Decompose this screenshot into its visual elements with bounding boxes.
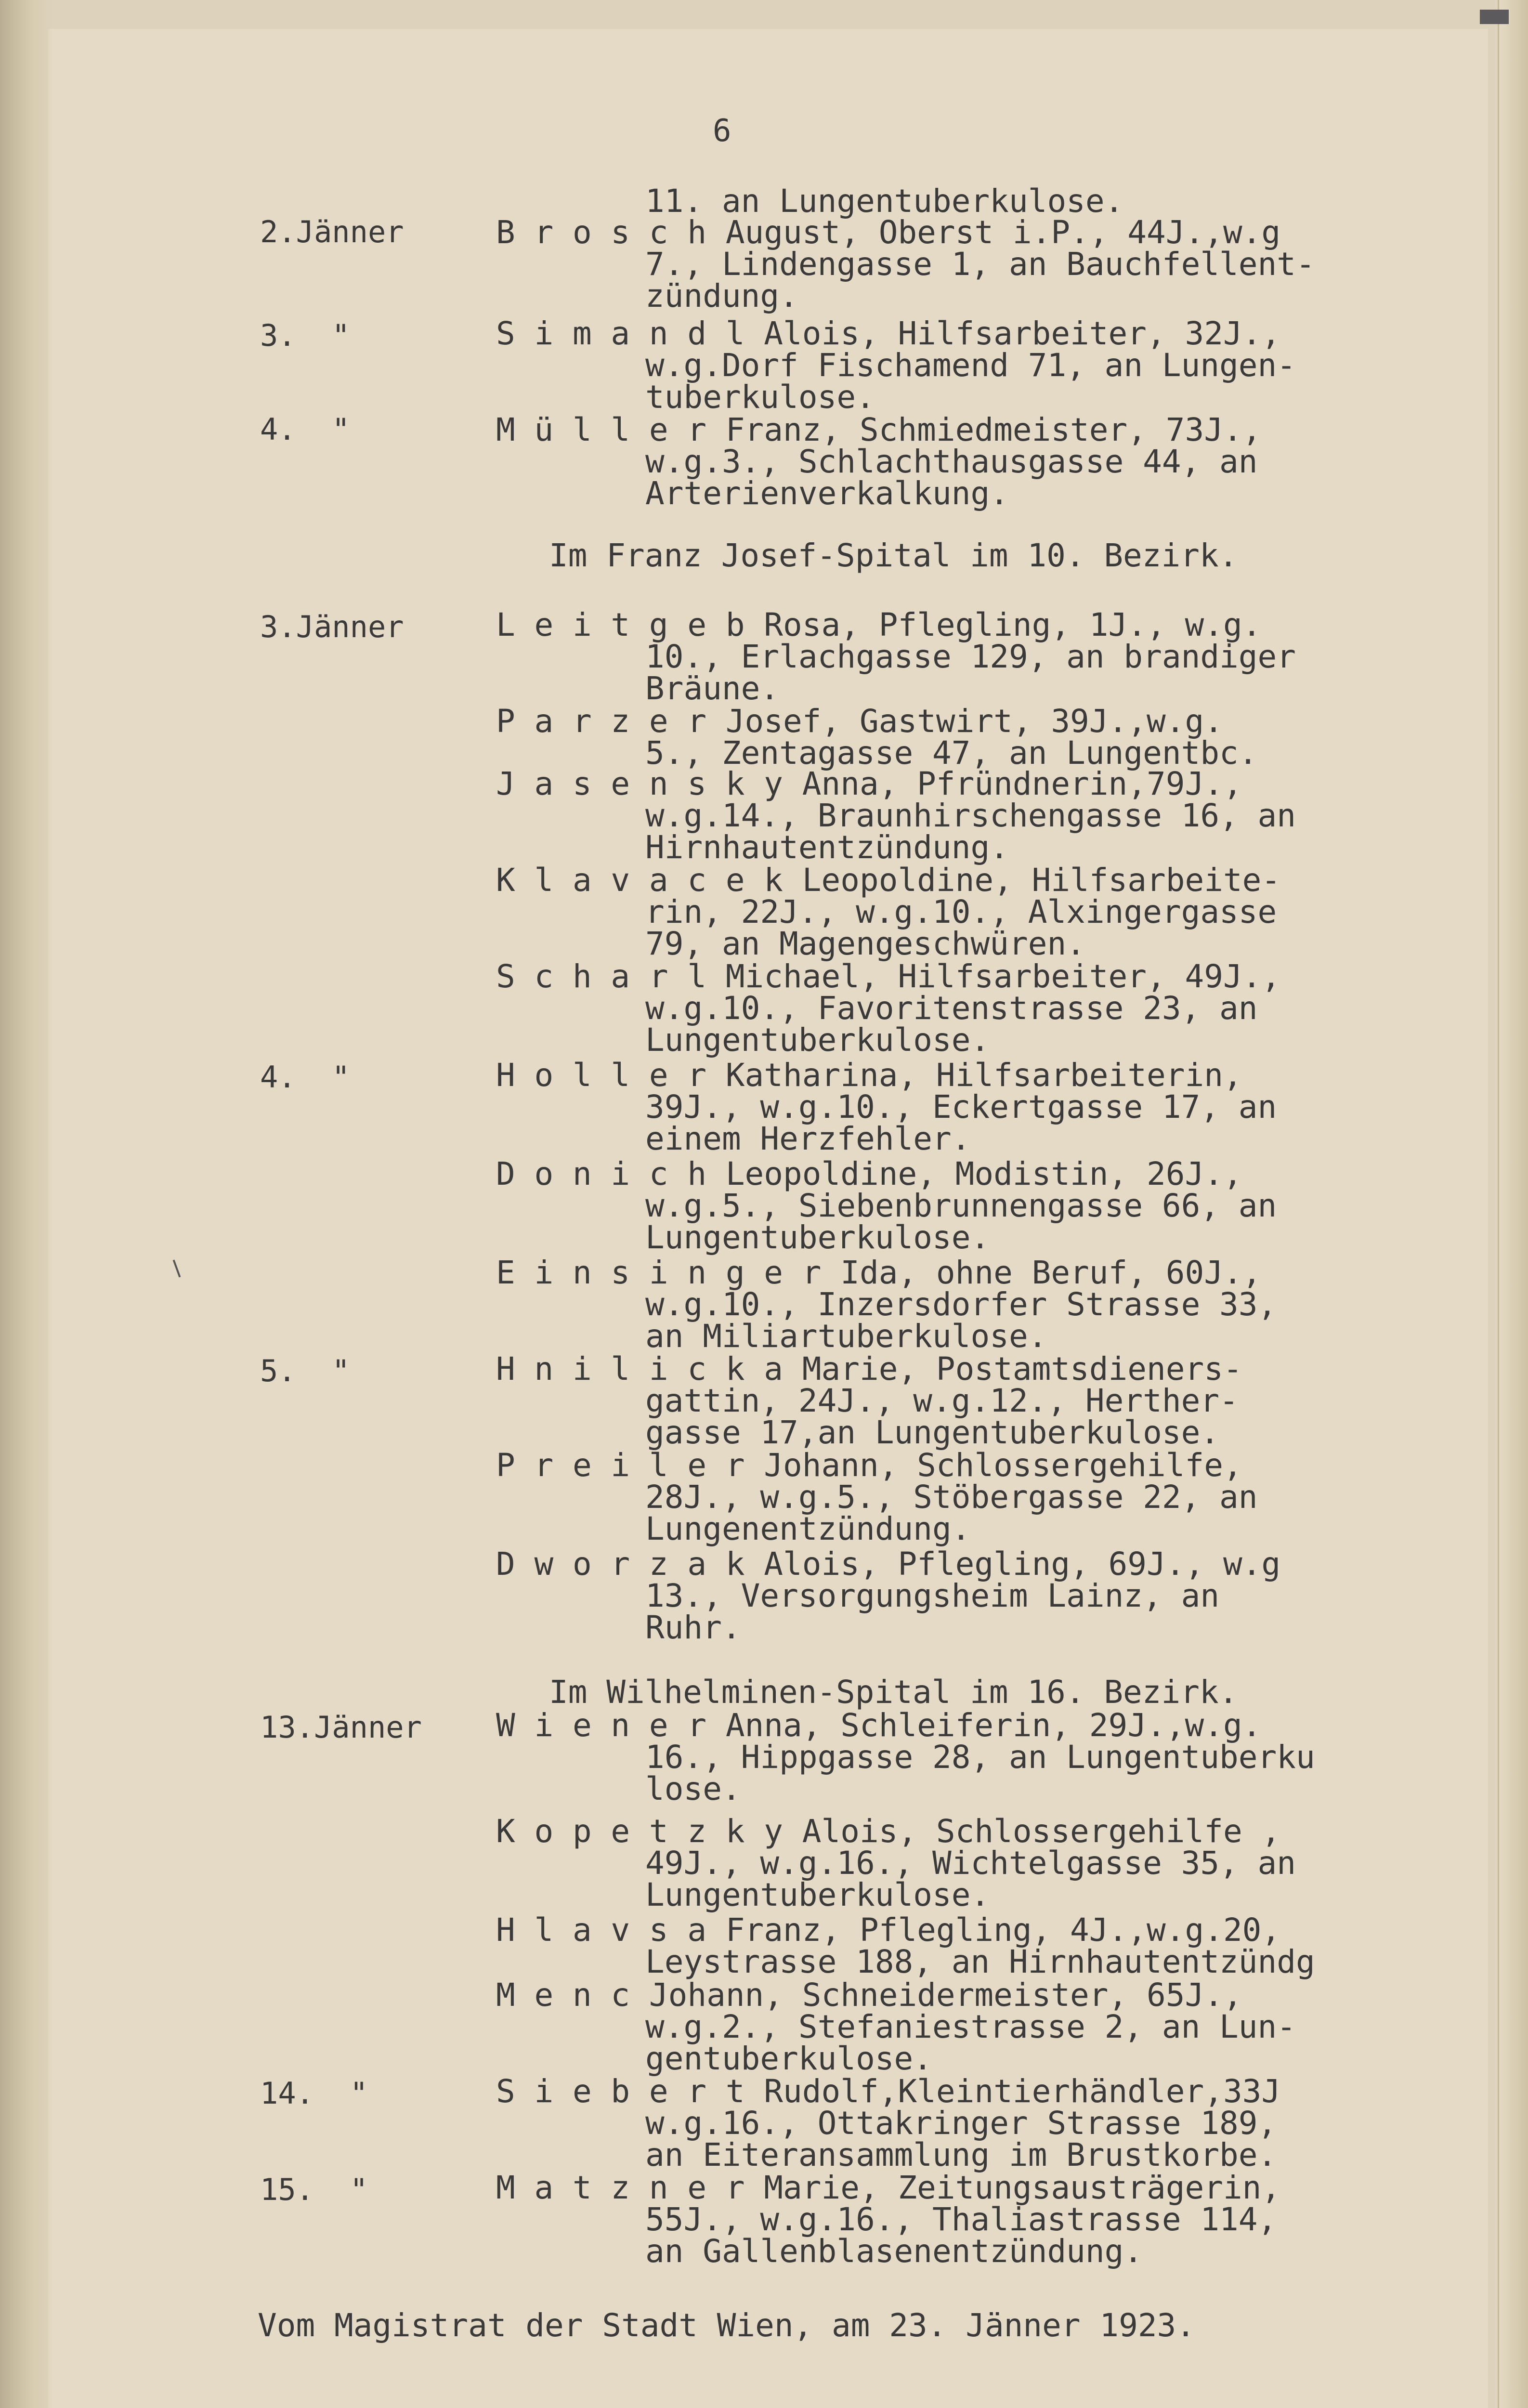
page-number: 6 xyxy=(713,113,731,149)
entry-line: M e n c Johann, Schneidermeister, 65J., xyxy=(496,1976,1242,2014)
entry-line: tuberkulose. xyxy=(645,379,875,416)
entry-line: 39J., w.g.10., Eckertgasse 17, an xyxy=(645,1088,1277,1125)
entry-line: P r e i l e r Johann, Schlossergehilfe, xyxy=(496,1447,1242,1484)
entry-line: S i m a n d l Alois, Hilfsarbeiter, 32J., xyxy=(496,315,1281,352)
section-heading-franz-josef: Im Franz Josef-Spital im 10. Bezirk. xyxy=(549,537,1238,574)
entry-hlavsa xyxy=(496,1911,1387,1980)
entry-line: 55J., w.g.16., Thaliastrasse 114, xyxy=(645,2201,1277,2238)
entry-line: K l a v a c e k Leopoldine, Hilfsarbeite- xyxy=(496,862,1281,899)
entry-line: w.g.14., Braunhirschengasse 16, an xyxy=(645,797,1296,834)
entry-date: 5. " xyxy=(260,1353,350,1388)
entry-line: E i n s i n g e r Ida, ohne Beruf, 60J., xyxy=(496,1254,1262,1291)
entry-line: lose. xyxy=(645,1770,741,1807)
entry-line: gasse 17,an Lungentuberkulose. xyxy=(645,1414,1220,1451)
entry-line: gentuberkulose. xyxy=(645,2040,933,2077)
entry-line: D w o r z a k Alois, Pflegling, 69J., w.g xyxy=(496,1545,1281,1583)
entry-line: w.g.5., Siebenbrunnengasse 66, an xyxy=(645,1187,1277,1224)
entry-einsinger xyxy=(496,1254,1387,1355)
entry-line: w.g.16., Ottakringer Strasse 189, xyxy=(645,2105,1277,2142)
entry-line: B r o s c h August, Oberst i.P., 44J.,w.g xyxy=(496,214,1281,251)
entry-line: L e i t g e b Rosa, Pflegling, 1J., w.g. xyxy=(496,606,1262,643)
entry-line: einem Herzfehler. xyxy=(645,1120,971,1157)
entry-line: 79, an Magengeschwüren. xyxy=(645,925,1085,962)
entry-line: H n i l i c k a Marie, Postamtsdieners- xyxy=(496,1350,1242,1387)
entry-dworzak xyxy=(496,1545,1387,1646)
entry-line: H l a v s a Franz, Pflegling, 4J.,w.g.20, xyxy=(496,1911,1281,1949)
entry-line: 16., Hippgasse 28, an Lungentuberku xyxy=(645,1739,1315,1776)
entry-hnilicka xyxy=(496,1350,1387,1451)
entry-scharl xyxy=(496,958,1387,1059)
entry-date: 13.Jänner xyxy=(260,1710,422,1745)
entry-mueller xyxy=(496,411,1387,512)
entry-date: 15. " xyxy=(260,2172,368,2207)
entry-line: an Gallenblasenentzündung. xyxy=(645,2233,1143,2270)
entry-line: 10., Erlachgasse 129, an brandiger xyxy=(645,638,1296,675)
entry-menc xyxy=(496,1976,1387,2077)
entry-siebert xyxy=(496,2073,1387,2173)
entry-line: D o n i c h Leopoldine, Modistin, 26J., xyxy=(496,1155,1242,1192)
entry-line: an Eiteransammlung im Brustkorbe. xyxy=(645,2136,1277,2173)
entry-simandl xyxy=(496,315,1387,416)
entry-continuation xyxy=(496,183,1387,220)
entry-kopetzky xyxy=(496,1813,1387,1913)
page-edge-line xyxy=(1498,0,1499,2408)
entry-line: w.g.10., Inzersdorfer Strasse 33, xyxy=(645,1286,1277,1323)
entry-line: P a r z e r Josef, Gastwirt, 39J.,w.g. xyxy=(496,703,1223,740)
entry-line: w.g.2., Stefaniestrasse 2, an Lun- xyxy=(645,2008,1296,2045)
entry-line: Arterienverkalkung. xyxy=(645,475,1009,512)
binding-shadow xyxy=(0,0,53,2408)
entry-line: J a s e n s k y Anna, Pfründnerin,79J., xyxy=(496,765,1242,802)
entry-line: S i e b e r t Rudolf,Kleintierhändler,33J xyxy=(496,2073,1281,2110)
section-heading-wilhelminen: Im Wilhelminen-Spital im 16. Bezirk. xyxy=(549,1674,1238,1711)
entry-matzner xyxy=(496,2169,1387,2270)
entry-line: S c h a r l Michael, Hilfsarbeiter, 49J., xyxy=(496,958,1281,995)
entry-leitgeb xyxy=(496,606,1387,707)
entry-line: K o p e t z k y Alois, Schlossergehilfe , xyxy=(496,1813,1281,1850)
entry-holler xyxy=(496,1057,1387,1157)
entry-line: M a t z n e r Marie, Zeitungsausträgerin, xyxy=(496,2169,1281,2206)
entry-klavacek xyxy=(496,864,1387,960)
entry-date: 3.Jänner xyxy=(260,609,404,644)
entry-line: 49J., w.g.16., Wichtelgasse 35, an xyxy=(645,1845,1296,1882)
entry-brosch xyxy=(496,214,1387,314)
entry-line: zündung. xyxy=(645,277,798,314)
entry-date: 3. " xyxy=(260,318,350,353)
entry-line: w.g.10., Favoritenstrasse 23, an xyxy=(645,990,1258,1027)
entry-line: Bräune. xyxy=(645,670,780,707)
entry-line: 5., Zentagasse 47, an Lungentbc. xyxy=(645,734,1258,772)
entry-line: Hirnhautentzündung. xyxy=(645,829,1009,866)
entry-line: H o l l e r Katharina, Hilfsarbeiterin, xyxy=(496,1057,1242,1094)
entry-parzer xyxy=(496,703,1387,772)
closing-line: Vom Magistrat der Stadt Wien, am 23. Jänner 1923. xyxy=(258,2307,1196,2344)
entry-line: W i e n e r Anna, Schleiferin, 29J.,w.g. xyxy=(496,1707,1262,1744)
entry-line: 13., Versorgungsheim Lainz, an xyxy=(645,1577,1220,1614)
entry-line: M ü l l e r Franz, Schmiedmeister, 73J., xyxy=(496,411,1262,448)
entry-line: Lungentuberkulose. xyxy=(645,1021,990,1059)
entry-date: 14. " xyxy=(260,2076,368,2111)
entry-preiler xyxy=(496,1447,1387,1547)
entry-date: 2.Jänner xyxy=(260,214,404,249)
entry-line: gattin, 24J., w.g.12., Herther- xyxy=(645,1382,1239,1419)
entry-line: Lungentuberkulose. xyxy=(645,1219,990,1256)
entry-line: w.g.3., Schlachthausgasse 44, an xyxy=(645,443,1258,480)
entry-line: w.g.Dorf Fischamend 71, an Lungen- xyxy=(645,347,1296,384)
entry-line: rin, 22J., w.g.10., Alxingergasse xyxy=(645,893,1277,930)
entry-jasensky xyxy=(496,765,1387,866)
entry-line: an Miliartuberkulose. xyxy=(645,1318,1047,1355)
entry-line: Lungenentzündung. xyxy=(645,1510,971,1547)
entry-line: Leystrasse 188, an Hirnhautentzündg xyxy=(645,1943,1315,1980)
entry-wiener xyxy=(496,1707,1387,1807)
entry-date: 4. " xyxy=(260,412,350,447)
entry-date: 4. " xyxy=(260,1060,350,1095)
entry-line: 7., Lindengasse 1, an Bauchfellent- xyxy=(645,246,1315,283)
page-edge xyxy=(1494,0,1528,2408)
entry-line: 11. an Lungentuberkulose. xyxy=(645,183,1124,220)
entry-line: Lungentuberkulose. xyxy=(645,1876,990,1913)
entry-line: 28J., w.g.5., Stöbergasse 22, an xyxy=(645,1479,1258,1516)
entry-donich xyxy=(496,1155,1387,1256)
entry-line: Ruhr. xyxy=(645,1609,741,1646)
corner-mark xyxy=(1480,10,1509,24)
